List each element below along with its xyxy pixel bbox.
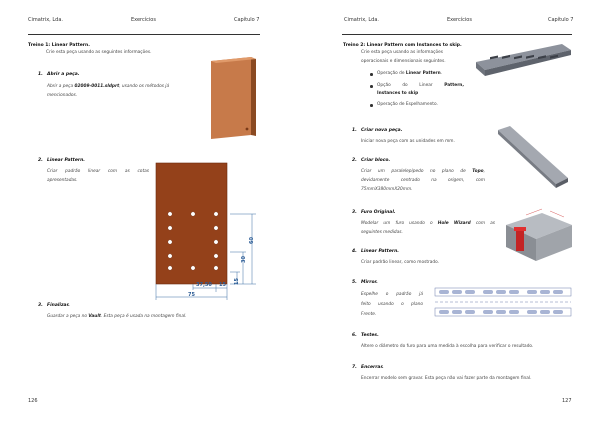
header-chapter: Capítulo 7: [234, 17, 260, 23]
step-title: Abrir a peça.: [47, 72, 80, 77]
header-chapter: Capítulo 7: [548, 17, 574, 23]
intro-text: Crie esta peça usando as seguintes informações.: [46, 50, 152, 55]
header-company: Cimatrix, Lda.: [28, 17, 63, 23]
step-text: Frente.: [361, 312, 377, 317]
bullet-item: Operação de Linear Pattern.: [377, 71, 443, 76]
step-text: seguintes medidas.: [361, 230, 403, 235]
treino-title: Treino 2: Linear Pattern com Instances to skip.: [343, 43, 462, 48]
header-rule: [28, 34, 260, 35]
board-image: [207, 57, 259, 139]
step-text: devidamente centrado na origem, com: [361, 178, 485, 183]
intro-text: operacionais e dimensionais seguintes.: [361, 59, 446, 64]
intro-text: Crie esta peça usando as informações: [361, 50, 443, 55]
bullet-continuation: Instances to skip: [377, 91, 419, 96]
step-number: 4.: [352, 249, 357, 254]
header-section: Exercícios: [447, 17, 472, 23]
step-title: Testes.: [361, 333, 379, 338]
bullet-item: Opção do Linear Pattern,: [377, 83, 465, 88]
dim-15-vertical: 15: [233, 278, 240, 285]
step-text: Modelar um furo usando o Hole Wizard com as: [361, 221, 495, 226]
step-text: Iniciar nova peça com as unidades em mm.: [361, 139, 455, 144]
dim-37-50: 37,50: [196, 282, 212, 288]
step-number: 3.: [352, 210, 357, 215]
rail-image: [472, 42, 574, 80]
page-number: 127: [562, 398, 572, 404]
hole-section-image: [502, 205, 574, 265]
step-title: Furo Original.: [361, 210, 396, 215]
step-text: Guardar a peça no Vault. Esta peça é usada na montagem final.: [47, 314, 187, 319]
step-title: Linear Pattern.: [47, 158, 86, 163]
step-title: Criar bloco.: [361, 158, 391, 163]
step-number: 1.: [38, 72, 43, 77]
step-number: 1.: [352, 128, 357, 133]
step-text: Altere o diâmetro do furo para uma medida à escolha para verificar o resultado.: [361, 344, 534, 349]
dim-15-horizontal: 15: [219, 282, 226, 288]
step-title: Linear Pattern.: [361, 249, 400, 254]
dim-30: 30: [240, 256, 247, 263]
page-number: 126: [28, 398, 38, 404]
step-title: Mirror.: [361, 280, 378, 285]
header-section: Exercícios: [131, 17, 156, 23]
step-text: apresentadas.: [47, 178, 78, 183]
step-number: 7.: [352, 365, 357, 370]
bullet-item: Operação de Espelhamento.: [377, 102, 438, 107]
step-text: feito usando o plano: [361, 302, 423, 307]
header-rule: [342, 34, 572, 35]
step-text: 75mmX380mmX20mm.: [361, 187, 413, 192]
step-title: Finalizar.: [47, 303, 70, 308]
step-number: 2.: [38, 158, 43, 163]
dim-75: 75: [188, 292, 195, 298]
right-page: [300, 0, 600, 424]
step-title: Encerrar.: [361, 365, 384, 370]
step-text: Espelhe o padrão já: [361, 292, 423, 297]
treino-title: Treino 1: Linear Pattern.: [28, 43, 90, 48]
step-number: 2.: [352, 158, 357, 163]
step-text: Criar padrão linear, como mostrado.: [361, 260, 440, 265]
step-number: 5.: [352, 280, 357, 285]
step-text: Criar um paralelepípedo no plano de Topo,: [361, 169, 485, 174]
step-text: Abrir a peça 02009-0011.sldprt, usando os métodos já: [47, 84, 170, 89]
step-text: mencionados.: [47, 93, 78, 98]
step-number: 6.: [352, 333, 357, 338]
block-image: [496, 124, 574, 192]
step-text: Criar padrão linear com as cotas: [47, 169, 149, 174]
step-text: Encerrar modelo sem gravar. Esta peça não vai fazer parte da montagem final.: [361, 376, 532, 381]
mirror-drawing: [431, 280, 574, 326]
step-number: 3.: [38, 303, 43, 308]
header-company: Cimatrix, Lda.: [344, 17, 379, 23]
dim-60: 60: [248, 237, 255, 244]
step-title: Criar nova peça.: [361, 128, 403, 133]
